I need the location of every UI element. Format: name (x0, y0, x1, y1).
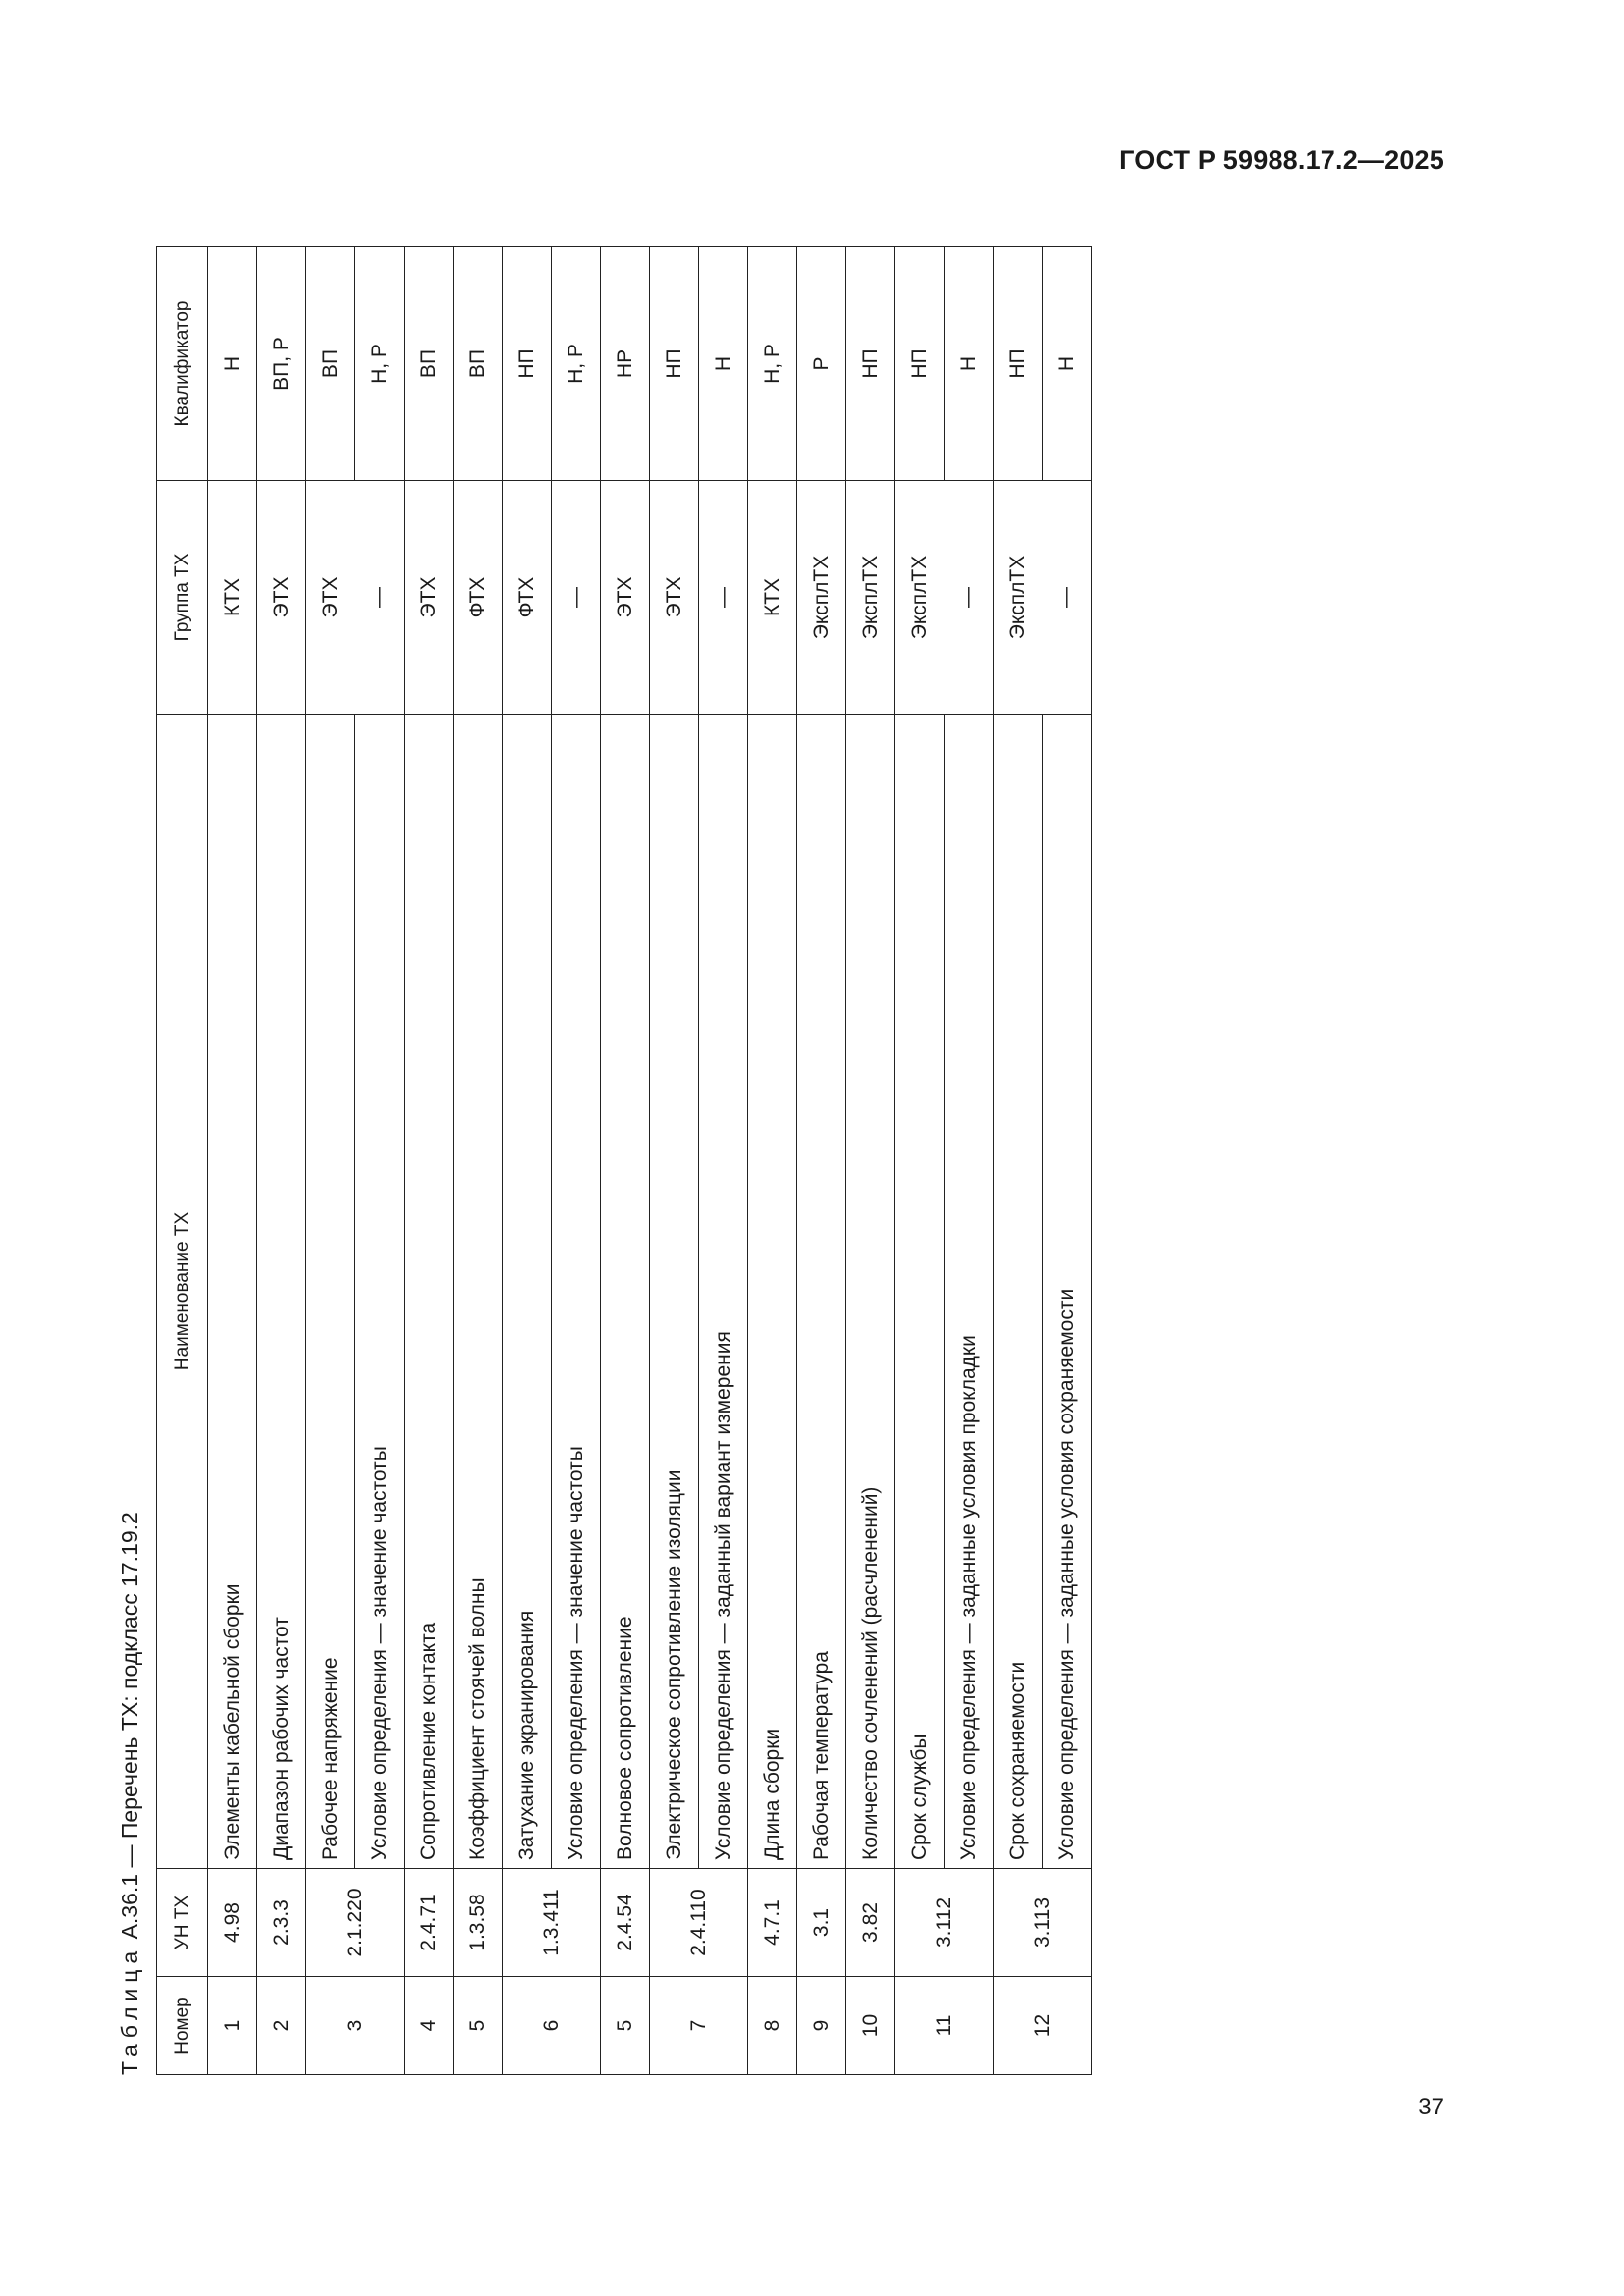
cell-qualifier: Н (699, 247, 748, 481)
cell-group: — (355, 481, 405, 715)
cell-number: 6 (503, 1977, 601, 2075)
cell-qualifier: Р (797, 247, 846, 481)
table-row (454, 247, 503, 2075)
table-row (208, 247, 257, 2075)
cell-group: ЭТХ (650, 481, 699, 715)
cell-code: 2.4.54 (601, 1869, 650, 1977)
table-caption-text: А.36.1 — Перечень ТХ: подкласс 17.19.2 (117, 1512, 142, 1940)
table-row (405, 247, 454, 2075)
cell-qualifier: Н, Р (748, 247, 797, 481)
cell-group: — (1043, 481, 1092, 715)
table-caption-prefix: Таблица (117, 1945, 142, 2075)
table-caption (112, 1512, 147, 2075)
cell-number: 5 (601, 1977, 650, 2075)
cell-code: 4.7.1 (748, 1869, 797, 1977)
cell-qualifier: ВП (306, 247, 355, 481)
cell-code: 2.3.3 (257, 1869, 306, 1977)
rotated-table-block (112, 247, 1078, 2075)
cell-number: 11 (895, 1977, 994, 2075)
cell-name: Волновое сопротивление (601, 715, 650, 1869)
cell-name: Электрическое сопротивление изоляции (650, 715, 699, 1869)
cell-qualifier: НП (503, 247, 552, 481)
table-row (748, 247, 797, 2075)
cell-code: 1.3.411 (503, 1869, 601, 1977)
cell-name: Рабочая температура (797, 715, 846, 1869)
table-row (306, 247, 355, 2075)
cell-qualifier: НП (994, 247, 1043, 481)
cell-name: Коэффициент стоячей волны (454, 715, 503, 1869)
cell-name: Срок службы (895, 715, 945, 1869)
table-row (994, 247, 1043, 2075)
cell-group: — (945, 481, 994, 715)
cell-number: 12 (994, 1977, 1092, 2075)
table-row (503, 247, 552, 2075)
table-row (895, 247, 945, 2075)
cell-name: Рабочее напряжение (306, 715, 355, 1869)
cell-code: 3.112 (895, 1869, 994, 1977)
table-row-condition (1043, 247, 1092, 2075)
cell-group: ФТХ (454, 481, 503, 715)
cell-group: КТХ (748, 481, 797, 715)
cell-code: 2.4.110 (650, 1869, 748, 1977)
cell-qualifier: ВП, Р (257, 247, 306, 481)
table-row (601, 247, 650, 2075)
cell-code: 4.98 (208, 1869, 257, 1977)
cell-group: ЭксплТХ (994, 481, 1043, 715)
table-row-condition (552, 247, 601, 2075)
cell-name: Количество сочленений (расчленений) (846, 715, 895, 1869)
cell-code: 3.1 (797, 1869, 846, 1977)
cell-name: Элементы кабельной сборки (208, 715, 257, 1869)
cell-number: 10 (846, 1977, 895, 2075)
document-standard-header: ГОСТ Р 59988.17.2—2025 (1119, 145, 1444, 175)
col-header-number: Номер (157, 1977, 208, 2075)
cell-group: ЭксплТХ (895, 481, 945, 715)
cell-name: Затухание экранирования (503, 715, 552, 1869)
cell-qualifier: НП (895, 247, 945, 481)
cell-group: ЭксплТХ (846, 481, 895, 715)
cell-group: КТХ (208, 481, 257, 715)
col-header-name: Наименование ТХ (157, 715, 208, 1869)
cell-number: 9 (797, 1977, 846, 2075)
table-row-condition (699, 247, 748, 2075)
table-row (257, 247, 306, 2075)
cell-group: ФТХ (503, 481, 552, 715)
cell-qualifier: Н (208, 247, 257, 481)
cell-name: Условие определения — заданный вариант измерения (699, 715, 748, 1869)
cell-number: 2 (257, 1977, 306, 2075)
cell-code: 2.4.71 (405, 1869, 454, 1977)
cell-qualifier: НП (650, 247, 699, 481)
cell-name: Длина сборки (748, 715, 797, 1869)
cell-code: 1.3.58 (454, 1869, 503, 1977)
cell-name: Условие определения — значение частоты (355, 715, 405, 1869)
tx-table (156, 246, 1092, 2075)
cell-name: Сопротивление контакта (405, 715, 454, 1869)
cell-group: ЭТХ (601, 481, 650, 715)
table-row (846, 247, 895, 2075)
cell-name: Условие определения — заданные условия сохраняемости (1043, 715, 1092, 1869)
cell-group: ЭТХ (405, 481, 454, 715)
col-header-code: УН ТХ (157, 1869, 208, 1977)
cell-group: — (699, 481, 748, 715)
cell-qualifier: НП (846, 247, 895, 481)
cell-code: 3.82 (846, 1869, 895, 1977)
cell-qualifier: ВП (405, 247, 454, 481)
table-header-row (157, 247, 208, 2075)
page-number: 37 (1418, 2094, 1444, 2120)
table-row (650, 247, 699, 2075)
cell-name: Срок сохраняемости (994, 715, 1043, 1869)
cell-qualifier: Н (1043, 247, 1092, 481)
cell-name: Условие определения — значение частоты (552, 715, 601, 1869)
cell-group: — (552, 481, 601, 715)
cell-qualifier: НР (601, 247, 650, 481)
cell-number: 8 (748, 1977, 797, 2075)
cell-qualifier: Н, Р (552, 247, 601, 481)
cell-number: 3 (306, 1977, 405, 2075)
cell-number: 4 (405, 1977, 454, 2075)
cell-name: Условие определения — заданные условия прокладки (945, 715, 994, 1869)
table-row-condition (355, 247, 405, 2075)
cell-name: Диапазон рабочих частот (257, 715, 306, 1869)
cell-code: 2.1.220 (306, 1869, 405, 1977)
cell-number: 5 (454, 1977, 503, 2075)
cell-qualifier: Н, Р (355, 247, 405, 481)
cell-group: ЭТХ (306, 481, 355, 715)
table-row-condition (945, 247, 994, 2075)
cell-code: 3.113 (994, 1869, 1092, 1977)
cell-number: 1 (208, 1977, 257, 2075)
col-header-qualifier: Квалификатор (157, 247, 208, 481)
cell-number: 7 (650, 1977, 748, 2075)
cell-group: ЭксплТХ (797, 481, 846, 715)
table-row (797, 247, 846, 2075)
cell-qualifier: ВП (454, 247, 503, 481)
cell-group: ЭТХ (257, 481, 306, 715)
cell-qualifier: Н (945, 247, 994, 481)
col-header-group: Группа ТХ (157, 481, 208, 715)
